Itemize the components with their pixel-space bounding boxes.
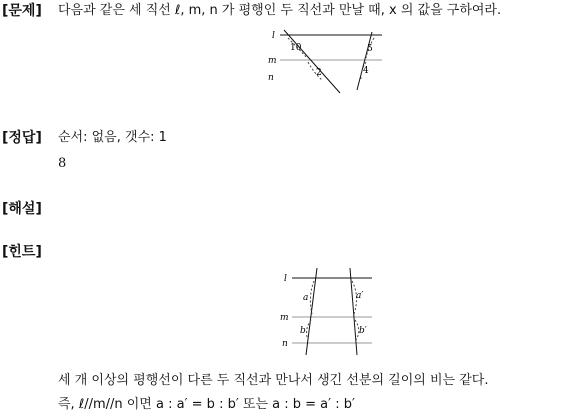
- label-4: 4: [363, 66, 369, 76]
- hint-text-line2: 즉, ℓ//m//n 이면 a : a′ = b : b′ 또는 a : b = a′ : b′: [58, 397, 355, 412]
- label-m: m: [268, 56, 277, 66]
- transversal-right: [357, 32, 372, 90]
- problem-text: 다음과 같은 세 직선 ℓ, m, n 가 평행인 두 직선과 만날 때, x 의 값을 구하여라.: [58, 3, 502, 18]
- label-2: 2: [316, 68, 322, 78]
- label-l: l: [284, 274, 287, 284]
- problem-tag: [문제]: [2, 3, 42, 19]
- transversal-right: [350, 268, 357, 355]
- label-m: m: [280, 313, 289, 323]
- hint-tag: [힌트]: [2, 244, 42, 260]
- hint-figure: [280, 266, 376, 358]
- label-a-prime: a′: [356, 291, 364, 301]
- transversal-left: [306, 268, 317, 355]
- explanation-tag: [해설]: [2, 201, 42, 217]
- label-b-prime: b′: [359, 326, 367, 336]
- label-l: l: [272, 31, 275, 41]
- answer-meta: 순서: 없음, 갯수: 1: [58, 130, 167, 145]
- hint-text-line1: 세 개 이상의 평행선이 다른 두 직선과 만나서 생긴 선분의 길이의 비는 같다.: [58, 373, 489, 388]
- answer-value: 8: [58, 156, 67, 171]
- label-a: a: [303, 293, 309, 303]
- label-b: b: [300, 326, 306, 336]
- label-n: n: [282, 339, 288, 349]
- answer-tag: [정답]: [2, 130, 42, 146]
- label-5: 5: [367, 44, 373, 54]
- label-10: 10: [290, 43, 302, 53]
- transversal-left: [284, 30, 340, 93]
- problem-figure: [262, 28, 388, 96]
- label-n: n: [268, 73, 274, 83]
